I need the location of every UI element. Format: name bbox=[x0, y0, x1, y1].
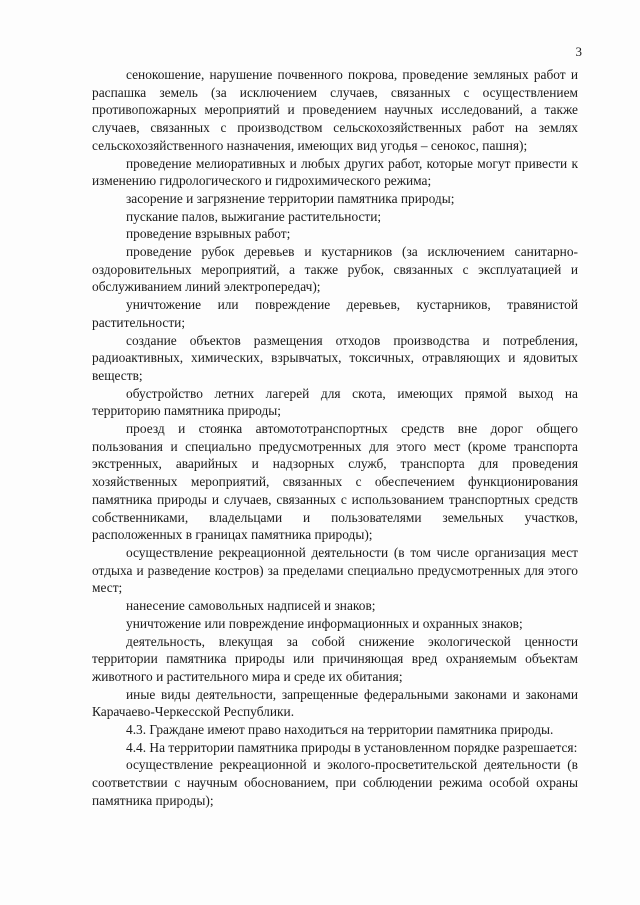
paragraph: сенокошение, нарушение почвенного покрова, проведение земляных работ и распашка земель (за исключением случаев, связанных с осуществлением противопожарных мероприятий и проведением научных исследований, а также случаев, связанных с производством сельскохозяйственных работ на землях сельскохозяйственного назначения, имеющих вид угодья – сенокос, пашня); bbox=[92, 67, 578, 153]
paragraph: создание объектов размещения отходов производства и потребления, радиоактивных, химических, взрывчатых, токсичных, отравляющих и ядовитых веществ; bbox=[92, 332, 578, 383]
paragraph: проведение рубок деревьев и кустарников (за исключением санитарно-оздоровительных мероприятий, а также рубок, связанных с эксплуатацией и обслуживанием линий электропередач); bbox=[92, 244, 578, 295]
paragraph: деятельность, влекущая за собой снижение экологической ценности территории памятника природы или причиняющая вред охраняемым объектам животного и растительного мира и среде их обитания; bbox=[92, 633, 578, 684]
paragraph: уничтожение или повреждение деревьев, кустарников, травянистой растительности; bbox=[92, 297, 578, 330]
paragraph: засорение и загрязнение территории памятника природы; bbox=[126, 190, 455, 206]
section-4-4-paragraph: 4.4. На территории памятника природы в установленном порядке разрешается: bbox=[126, 739, 578, 755]
paragraph: проведение взрывных работ; bbox=[126, 226, 291, 242]
paragraph: осуществление рекреационной деятельности (в том числе организация мест отдыха и разведение костров) за пределами специально предусмотренных для этого мест; bbox=[92, 544, 578, 596]
paragraph: обустройство летних лагерей для скота, имеющих прямой выход на территорию памятника природы; bbox=[92, 385, 578, 419]
paragraph: уничтожение или повреждение информационных и охранных знаков; bbox=[126, 615, 523, 631]
page-number: 3 bbox=[575, 44, 582, 59]
paragraph: нанесение самовольных надписей и знаков; bbox=[126, 598, 376, 614]
paragraph: пускание палов, выжигание растительности; bbox=[126, 208, 382, 224]
section-4-3-paragraph: 4.3. Граждане имеют право находиться на территории памятника природы. bbox=[126, 722, 554, 738]
paragraph: проведение мелиоративных и любых других работ, которые могут привести к изменению гидрологического и гидрохимического режима; bbox=[92, 155, 578, 189]
paragraph: иные виды деятельности, запрещенные федеральными законами и законами Карачаево-Черкесской Республики. bbox=[92, 686, 578, 720]
document-body bbox=[92, 66, 578, 810]
paragraph: осуществление рекреационной и эколого-просветительской деятельности (в соответствии с научным обоснованием, при соблюдении режима особой охраны памятника природы); bbox=[92, 757, 578, 808]
paragraph: проезд и стоянка автомототранспортных средств вне дорог общего пользования и специально предусмотренных для этого мест (кроме транспорта экстренных, аварийных и надзорных служб, транспорта для проведения хозяйственных мероприятий, связанных с обеспечением функционирования памятника природы и случаев, связанных с использованием транспортных средств собственниками, владельцами и пользователями земельных участков, расположенных в границах памятника природы); bbox=[92, 421, 578, 543]
